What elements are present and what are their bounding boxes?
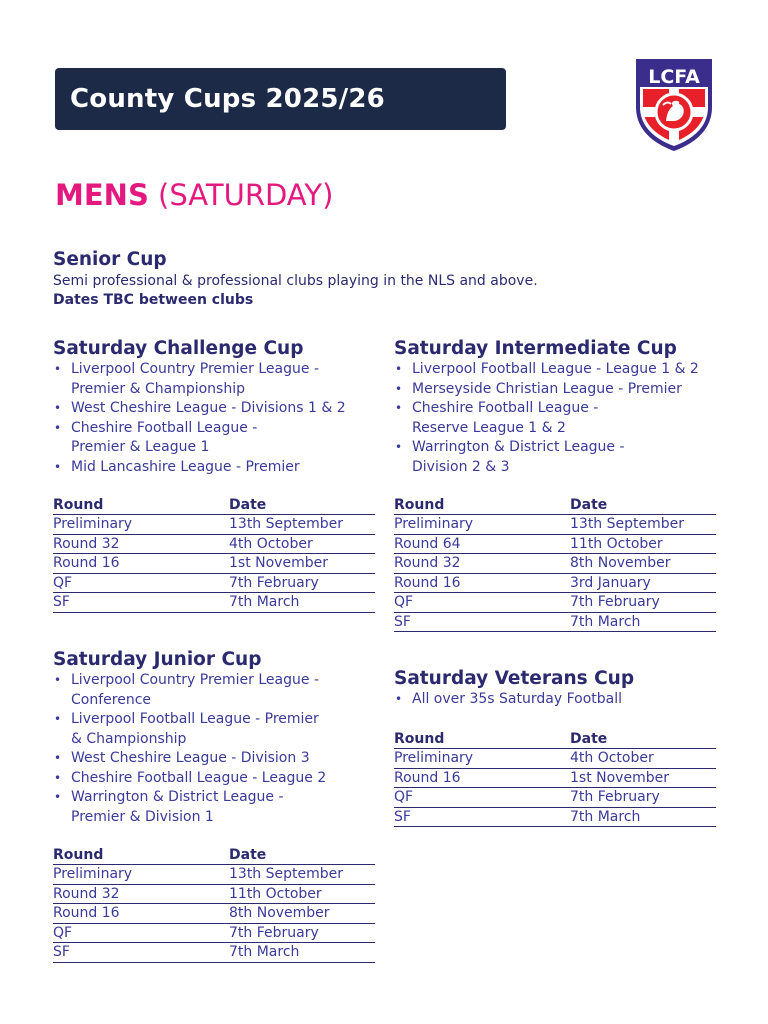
date-cell: 7th February (229, 573, 375, 593)
table-row (394, 612, 716, 632)
table-row (394, 749, 716, 769)
date-cell: 13th September (229, 515, 375, 535)
column-header-round: Round (394, 729, 570, 749)
column-header-round: Round (394, 495, 570, 515)
date-cell: 7th March (229, 943, 375, 963)
round-cell: Round 16 (53, 554, 229, 574)
table-row (53, 923, 375, 943)
challenge-cup-rounds-table (53, 495, 375, 613)
table-header-row (53, 495, 375, 515)
table-row (53, 534, 375, 554)
challenge-cup-block (53, 337, 383, 477)
league-line: West Cheshire League - Division 3 (71, 750, 310, 766)
junior-cup-title: Saturday Junior Cup (53, 649, 262, 670)
senior-cup-block (53, 248, 538, 310)
table-row (394, 534, 716, 554)
table-header-row (53, 845, 375, 865)
date-cell: 1st November (229, 554, 375, 574)
column-header-date: Date (570, 729, 716, 749)
table-row (394, 788, 716, 808)
league-line: Liverpool Football League - Premier (71, 711, 319, 727)
round-cell: Round 32 (53, 884, 229, 904)
veterans-cup-leagues (394, 690, 724, 710)
league-item (53, 769, 383, 789)
date-cell: 1st November (570, 768, 716, 788)
league-item (53, 788, 383, 827)
league-line: All over 35s Saturday Football (412, 691, 622, 707)
title-bar (55, 68, 506, 130)
challenge-cup-title: Saturday Challenge Cup (53, 338, 304, 359)
junior-cup-rounds-table (53, 845, 375, 963)
league-item (53, 360, 383, 399)
round-cell: Preliminary (53, 865, 229, 885)
table-row (53, 515, 375, 535)
table-header-row (394, 729, 716, 749)
date-cell: 8th November (229, 904, 375, 924)
league-item (53, 710, 383, 749)
round-cell: Round 64 (394, 534, 570, 554)
league-line: Premier & Division 1 (71, 808, 214, 825)
junior-cup-block (53, 648, 383, 827)
table-row (394, 573, 716, 593)
date-cell: 7th March (570, 807, 716, 827)
league-item (53, 458, 383, 478)
league-item (53, 399, 383, 419)
league-line: Merseyside Christian League - Premier (412, 380, 682, 397)
date-cell: 4th October (570, 749, 716, 769)
league-item (53, 419, 383, 458)
veterans-cup-title: Saturday Veterans Cup (394, 668, 635, 689)
table-row (53, 554, 375, 574)
junior-cup-leagues (53, 671, 383, 827)
round-cell: Preliminary (394, 749, 570, 769)
column-header-round: Round (53, 845, 229, 865)
table-row (53, 884, 375, 904)
senior-cup-description: Semi professional & professional clubs playing in the NLS and above. (53, 273, 538, 289)
league-line: Liverpool Country Premier League - (71, 672, 319, 688)
round-cell: QF (53, 923, 229, 943)
league-item (53, 671, 383, 710)
table-row (394, 593, 716, 613)
date-cell: 13th September (570, 515, 716, 535)
date-cell: 11th October (229, 884, 375, 904)
column-header-date: Date (570, 495, 716, 515)
league-line: Liverpool Country Premier League - (71, 361, 319, 377)
table-row (53, 943, 375, 963)
league-item (394, 360, 724, 380)
senior-cup-note: Dates TBC between clubs (53, 292, 254, 308)
column-header-date: Date (229, 845, 375, 865)
league-line: Conference (71, 691, 152, 708)
round-cell: Preliminary (394, 515, 570, 535)
table-row (394, 807, 716, 827)
section-title-rest: (SATURDAY) (158, 178, 334, 212)
round-cell: SF (394, 612, 570, 632)
league-line: & Championship (71, 730, 187, 747)
round-cell: SF (53, 593, 229, 613)
table-row (53, 865, 375, 885)
section-title-bold: MENS (55, 178, 149, 212)
date-cell: 3rd January (570, 573, 716, 593)
intermediate-cup-block (394, 337, 724, 477)
league-line: Premier & Championship (71, 380, 245, 397)
table-row (394, 515, 716, 535)
veterans-cup-block (394, 667, 724, 710)
round-cell: Round 32 (394, 554, 570, 574)
table-row (53, 593, 375, 613)
date-cell: 7th February (570, 788, 716, 808)
date-cell: 7th March (229, 593, 375, 613)
league-item (394, 690, 724, 710)
veterans-cup-rounds-table (394, 729, 716, 827)
intermediate-cup-leagues (394, 360, 724, 477)
lcfa-crest-logo (633, 55, 715, 152)
league-line: Warrington & District League - (412, 439, 625, 455)
intermediate-cup-title: Saturday Intermediate Cup (394, 338, 677, 359)
date-cell: 8th November (570, 554, 716, 574)
challenge-cup-leagues (53, 360, 383, 477)
table-row (394, 554, 716, 574)
column-header-round: Round (53, 495, 229, 515)
league-line: Cheshire Football League - League 2 (71, 769, 327, 786)
date-cell: 4th October (229, 534, 375, 554)
date-cell: 13th September (229, 865, 375, 885)
page-title: County Cups 2025/26 (70, 84, 385, 114)
round-cell: Round 16 (394, 768, 570, 788)
date-cell: 11th October (570, 534, 716, 554)
table-header-row (394, 495, 716, 515)
league-line: Cheshire Football League - (412, 400, 599, 416)
section-title (55, 178, 333, 212)
league-item (394, 438, 724, 477)
league-line: Reserve League 1 & 2 (412, 419, 566, 436)
league-item (53, 749, 383, 769)
league-line: Mid Lancashire League - Premier (71, 458, 300, 475)
round-cell: QF (53, 573, 229, 593)
league-line: West Cheshire League - Divisions 1 & 2 (71, 400, 346, 416)
round-cell: SF (53, 943, 229, 963)
round-cell: Round 16 (53, 904, 229, 924)
table-row (53, 573, 375, 593)
league-line: Division 2 & 3 (412, 458, 510, 475)
senior-cup-title: Senior Cup (53, 249, 167, 270)
round-cell: SF (394, 807, 570, 827)
date-cell: 7th March (570, 612, 716, 632)
league-line: Liverpool Football League - League 1 & 2 (412, 361, 699, 377)
league-line: Premier & League 1 (71, 439, 210, 455)
league-item (394, 380, 724, 400)
table-row (394, 768, 716, 788)
round-cell: QF (394, 788, 570, 808)
league-line: Warrington & District League - (71, 789, 284, 805)
league-item (394, 399, 724, 438)
date-cell: 7th February (570, 593, 716, 613)
league-line: Cheshire Football League - (71, 419, 258, 436)
round-cell: Round 16 (394, 573, 570, 593)
round-cell: Round 32 (53, 534, 229, 554)
column-header-date: Date (229, 495, 375, 515)
round-cell: Preliminary (53, 515, 229, 535)
intermediate-cup-rounds-table (394, 495, 716, 632)
round-cell: QF (394, 593, 570, 613)
table-row (53, 904, 375, 924)
date-cell: 7th February (229, 923, 375, 943)
logo-text: LCFA (648, 66, 700, 88)
